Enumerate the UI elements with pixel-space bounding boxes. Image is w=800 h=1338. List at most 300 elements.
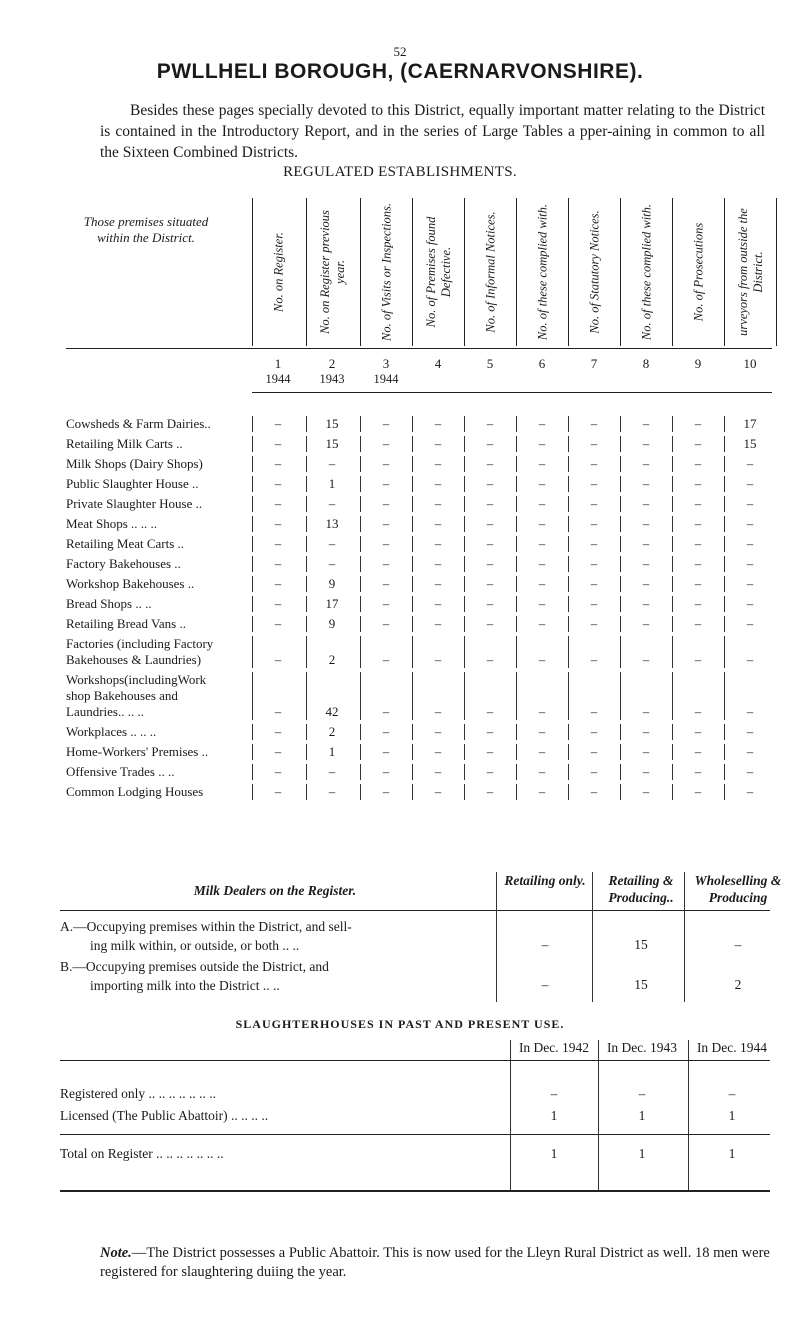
table-cell: –	[538, 556, 546, 571]
table-cell: –	[274, 596, 282, 611]
table-cell: –	[274, 416, 282, 431]
cell-separator	[724, 724, 725, 740]
table-cell: –	[590, 436, 598, 451]
table-cell: –	[538, 516, 546, 531]
cell-separator	[306, 436, 307, 452]
cell-separator	[724, 784, 725, 800]
cell-separator	[620, 456, 621, 472]
column-number-7: 7	[590, 356, 598, 371]
cell-separator	[412, 616, 413, 632]
cell-separator	[360, 536, 361, 552]
intro-paragraph	[100, 100, 765, 163]
cell-separator	[464, 476, 465, 492]
slaughter-total-rule	[60, 1134, 770, 1135]
cell-separator	[516, 596, 517, 612]
cell-separator	[672, 556, 673, 572]
table-row	[66, 744, 796, 764]
cell-separator	[620, 636, 621, 668]
row-label: Factories (including Factory	[66, 636, 214, 651]
column-header-8	[620, 198, 673, 346]
table-cell: –	[538, 704, 546, 719]
header-rule	[66, 348, 252, 349]
cell-separator	[464, 456, 465, 472]
table-cell: 15	[325, 436, 339, 451]
cell-separator	[672, 724, 673, 740]
page-title: PWLLHELI BOROUGH, (CAERNARVONSHIRE).	[156, 60, 644, 83]
table-cell: –	[274, 704, 282, 719]
table-cell: –	[382, 576, 390, 591]
table-cell: –	[486, 516, 494, 531]
milk-col-retailing-producing: Retailing & Producing..	[608, 873, 674, 905]
cell-separator	[724, 764, 725, 780]
table-cell: –	[434, 416, 442, 431]
column-header-9	[672, 198, 725, 346]
table-cell: –	[590, 704, 598, 719]
cell-separator	[672, 616, 673, 632]
cell-separator	[412, 496, 413, 512]
table-cell: –	[538, 476, 546, 491]
cell-separator	[568, 516, 569, 532]
table-cell: –	[538, 784, 546, 799]
cell-separator	[412, 764, 413, 780]
column-header-6	[516, 198, 569, 346]
table-cell: –	[434, 784, 442, 799]
table-cell: 9	[328, 616, 336, 631]
cell-separator	[306, 724, 307, 740]
note	[100, 1244, 770, 1282]
slaughter-col-separator	[688, 1040, 689, 1190]
table-cell: –	[746, 784, 754, 799]
table-cell: –	[746, 556, 754, 571]
table-cell: –	[590, 764, 598, 779]
cell-separator	[306, 616, 307, 632]
cell-separator	[360, 724, 361, 740]
table-cell: 15	[743, 436, 757, 451]
row-label: Workplaces .. .. ..	[66, 724, 157, 739]
column-label-2: No. on Register previous year.	[318, 210, 347, 334]
cell-separator	[568, 416, 569, 432]
table-cell: –	[642, 744, 650, 759]
row-label: Bakehouses & Laundries)	[66, 652, 202, 667]
table-cell: –	[538, 652, 546, 667]
table-cell: –	[274, 652, 282, 667]
table-cell: –	[694, 764, 702, 779]
table-cell: –	[590, 476, 598, 491]
cell-separator	[568, 596, 569, 612]
slaughter-value: 1	[728, 1146, 736, 1161]
cell-separator	[464, 764, 465, 780]
intro-text: Besides these pages specially devoted to this District, equally important matter relating to the District is contained in the Introductory Report, and in the series of Large Tables a pper-aining in common to all the Sixteen Combined Districts.	[100, 102, 765, 161]
table-cell: –	[642, 764, 650, 779]
cell-separator	[672, 536, 673, 552]
table-cell: –	[274, 556, 282, 571]
table-cell: –	[590, 496, 598, 511]
table-cell: –	[486, 616, 494, 631]
column-number-3: 3	[382, 356, 390, 371]
cell-separator	[516, 744, 517, 760]
table-cell: –	[746, 596, 754, 611]
cell-separator	[568, 636, 569, 668]
table-cell: –	[746, 764, 754, 779]
column-border-right	[776, 198, 777, 346]
cell-separator	[252, 672, 253, 720]
regulated-heading: REGULATED ESTABLISHMENTS.	[283, 164, 517, 180]
cell-separator	[360, 744, 361, 760]
table-cell: –	[434, 576, 442, 591]
table-cell: –	[486, 724, 494, 739]
table-cell: –	[486, 556, 494, 571]
table-cell: –	[642, 496, 650, 511]
table-cell: –	[694, 616, 702, 631]
cell-separator	[252, 764, 253, 780]
row-label: Home-Workers' Premises ..	[66, 744, 209, 759]
table-cell: –	[434, 516, 442, 531]
table-cell: –	[274, 744, 282, 759]
table-cell: –	[328, 456, 336, 471]
table-cell: –	[590, 744, 598, 759]
table-cell: –	[642, 516, 650, 531]
table-cell: –	[382, 784, 390, 799]
cell-separator	[568, 496, 569, 512]
cell-separator	[360, 436, 361, 452]
milk-col-separator	[592, 872, 593, 1002]
milk-row-label: importing milk into the District .. ..	[90, 978, 280, 993]
table-cell: –	[694, 516, 702, 531]
table-row	[66, 416, 796, 436]
slaughterhouses-heading: SLAUGHTERHOUSES IN PAST AND PRESENT USE.	[235, 1017, 565, 1031]
table-cell: –	[434, 536, 442, 551]
table-row	[66, 456, 796, 476]
table-cell: –	[694, 576, 702, 591]
cell-separator	[306, 536, 307, 552]
cell-separator	[620, 672, 621, 720]
table-cell: –	[486, 744, 494, 759]
cell-separator	[516, 476, 517, 492]
table-cell: –	[328, 496, 336, 511]
cell-separator	[412, 672, 413, 720]
cell-separator	[672, 436, 673, 452]
table-cell: –	[694, 556, 702, 571]
column-header-5	[464, 198, 517, 346]
table-cell: –	[274, 784, 282, 799]
table-cell: 13	[325, 516, 339, 531]
cell-separator	[516, 784, 517, 800]
year-rule	[252, 392, 772, 393]
table-cell: –	[382, 456, 390, 471]
column-number-10: 10	[743, 356, 757, 371]
table-cell: –	[538, 436, 546, 451]
cell-separator	[620, 476, 621, 492]
table-cell: –	[382, 416, 390, 431]
cell-separator	[464, 724, 465, 740]
table-cell: –	[328, 764, 336, 779]
row-label: Retailing Bread Vans ..	[66, 616, 186, 631]
table-cell: –	[434, 652, 442, 667]
cell-separator	[516, 456, 517, 472]
column-label-7: No. of Statutory Notices.	[587, 210, 602, 334]
row-label: Retailing Milk Carts ..	[66, 436, 183, 451]
cell-separator	[360, 416, 361, 432]
slaughter-value: 1	[638, 1146, 646, 1161]
cell-separator	[464, 596, 465, 612]
slaughter-value: –	[550, 1086, 558, 1101]
table-cell: –	[486, 576, 494, 591]
column-header-4	[412, 198, 465, 346]
cell-separator	[412, 784, 413, 800]
table-cell: –	[538, 596, 546, 611]
table-cell: –	[328, 536, 336, 551]
cell-separator	[360, 672, 361, 720]
cell-separator	[672, 764, 673, 780]
cell-separator	[252, 784, 253, 800]
table-cell: –	[486, 652, 494, 667]
table-cell: –	[694, 704, 702, 719]
table-row	[66, 556, 796, 576]
slaughter-value: –	[728, 1086, 736, 1101]
cell-separator	[252, 416, 253, 432]
row-label: Workshops(includingWork	[66, 672, 207, 687]
row-label: shop Bakehouses and	[66, 688, 178, 703]
cell-separator	[672, 744, 673, 760]
cell-separator	[620, 596, 621, 612]
cell-separator	[672, 672, 673, 720]
table-cell: –	[274, 516, 282, 531]
table-cell: –	[590, 596, 598, 611]
milk-value: 15	[634, 937, 648, 952]
table-cell: –	[694, 456, 702, 471]
column-year-3: 1944	[373, 372, 399, 386]
slaughter-row-label: Registered only .. .. .. .. .. .. ..	[60, 1086, 216, 1101]
row-header: Those premises situated within the District.	[83, 214, 209, 245]
milk-value: –	[541, 977, 549, 992]
table-row	[66, 724, 796, 744]
table-cell: –	[382, 536, 390, 551]
milk-row-label: B.—Occupying premises outside the District, and	[60, 959, 329, 974]
table-cell: 42	[325, 704, 339, 719]
table-cell: 2	[328, 724, 336, 739]
column-label-10: urveyors from outside the District.	[736, 208, 765, 336]
table-cell: –	[590, 516, 598, 531]
table-cell: –	[746, 704, 754, 719]
table-cell: –	[382, 596, 390, 611]
column-label-5: No. of Informal Notices.	[483, 211, 498, 333]
cell-separator	[620, 764, 621, 780]
cell-separator	[724, 636, 725, 668]
row-label: Milk Shops (Dairy Shops)	[66, 456, 203, 471]
cell-separator	[464, 744, 465, 760]
table-cell: –	[486, 536, 494, 551]
cell-separator	[516, 636, 517, 668]
cell-separator	[568, 764, 569, 780]
table-cell: –	[434, 476, 442, 491]
table-cell: –	[538, 616, 546, 631]
cell-separator	[360, 556, 361, 572]
cell-separator	[724, 576, 725, 592]
table-cell: –	[328, 556, 336, 571]
table-cell: –	[746, 536, 754, 551]
cell-separator	[620, 744, 621, 760]
table-cell: –	[642, 556, 650, 571]
table-cell: –	[694, 416, 702, 431]
table-row	[66, 436, 796, 456]
table-cell: –	[382, 476, 390, 491]
table-cell: –	[590, 536, 598, 551]
row-label: Retailing Meat Carts ..	[66, 536, 185, 551]
table-row	[66, 496, 796, 516]
cell-separator	[306, 416, 307, 432]
table-cell: –	[590, 616, 598, 631]
table-cell: 2	[328, 652, 336, 667]
table-cell: –	[486, 436, 494, 451]
cell-separator	[568, 456, 569, 472]
table-cell: –	[694, 744, 702, 759]
milk-row-label: ing milk within, or outside, or both .. ..	[90, 938, 300, 953]
cell-separator	[360, 496, 361, 512]
table-cell: –	[434, 744, 442, 759]
table-cell: 1	[328, 476, 336, 491]
cell-separator	[672, 596, 673, 612]
cell-separator	[568, 556, 569, 572]
cell-separator	[724, 476, 725, 492]
cell-separator	[412, 416, 413, 432]
table-cell: –	[642, 596, 650, 611]
milk-header-rule	[60, 910, 770, 911]
cell-separator	[724, 596, 725, 612]
table-cell: –	[274, 764, 282, 779]
cell-separator	[252, 556, 253, 572]
cell-separator	[306, 672, 307, 720]
row-label: Bread Shops .. ..	[66, 596, 152, 611]
milk-value: 15	[634, 977, 648, 992]
milk-col-wholeselling: Wholeselling & Producing	[694, 873, 782, 905]
milk-value: –	[541, 937, 549, 952]
column-year-1: 1944	[265, 372, 291, 386]
cell-separator	[516, 724, 517, 740]
cell-separator	[360, 456, 361, 472]
table-cell: –	[434, 596, 442, 611]
cell-separator	[568, 784, 569, 800]
table-cell: –	[434, 616, 442, 631]
column-header-3	[360, 198, 413, 346]
cell-separator	[672, 636, 673, 668]
cell-separator	[306, 744, 307, 760]
table-row	[66, 576, 796, 596]
cell-separator	[620, 616, 621, 632]
page-number: 52	[393, 44, 407, 59]
row-label: Public Slaughter House ..	[66, 476, 199, 491]
table-cell: –	[434, 496, 442, 511]
cell-separator	[252, 576, 253, 592]
cell-separator	[412, 516, 413, 532]
table-cell: –	[746, 616, 754, 631]
table-cell: –	[486, 784, 494, 799]
cell-separator	[464, 496, 465, 512]
cell-separator	[412, 476, 413, 492]
cell-separator	[360, 616, 361, 632]
cell-separator	[568, 672, 569, 720]
table-row	[66, 516, 796, 536]
table-row	[66, 764, 796, 784]
cell-separator	[620, 436, 621, 452]
table-cell: –	[642, 616, 650, 631]
slaughter-col-2: In Dec. 1943	[606, 1040, 678, 1055]
slaughter-value: 1	[728, 1108, 736, 1123]
cell-separator	[724, 616, 725, 632]
slaughter-header-rule	[60, 1060, 770, 1061]
milk-header-label: Milk Dealers on the Register.	[193, 883, 357, 898]
cell-separator	[412, 636, 413, 668]
table-cell: –	[486, 764, 494, 779]
table-cell: –	[538, 764, 546, 779]
cell-separator	[252, 456, 253, 472]
column-label-3: No. of Visits or Inspections.	[379, 203, 394, 341]
table-cell: –	[328, 784, 336, 799]
table-cell: –	[538, 576, 546, 591]
table-cell: –	[746, 724, 754, 739]
cell-separator	[724, 456, 725, 472]
table-row	[66, 784, 796, 804]
table-cell: 9	[328, 576, 336, 591]
cell-separator	[306, 576, 307, 592]
cell-separator	[672, 784, 673, 800]
cell-separator	[464, 672, 465, 720]
table-cell: –	[694, 476, 702, 491]
column-number-2: 2	[328, 356, 336, 371]
table-cell: –	[274, 724, 282, 739]
table-cell: –	[274, 496, 282, 511]
slaughter-value: 1	[550, 1108, 558, 1123]
table-row	[66, 672, 796, 724]
cell-separator	[620, 516, 621, 532]
table-cell: –	[538, 416, 546, 431]
cell-separator	[412, 576, 413, 592]
cell-separator	[672, 456, 673, 472]
milk-row-label: A.—Occupying premises within the District, and sell-	[60, 919, 352, 934]
column-number-1: 1	[274, 356, 282, 371]
cell-separator	[360, 476, 361, 492]
table-cell: –	[746, 496, 754, 511]
cell-separator	[252, 516, 253, 532]
table-cell: –	[642, 456, 650, 471]
cell-separator	[516, 536, 517, 552]
row-label: Workshop Bakehouses ..	[66, 576, 195, 591]
table-cell: –	[590, 724, 598, 739]
table-cell: –	[590, 416, 598, 431]
table-cell: –	[694, 496, 702, 511]
table-cell: –	[694, 652, 702, 667]
table-cell: –	[746, 456, 754, 471]
table-cell: –	[642, 576, 650, 591]
table-cell: –	[382, 744, 390, 759]
table-row	[66, 616, 796, 636]
column-label-8: No. of these complied with.	[639, 203, 654, 341]
cell-separator	[464, 416, 465, 432]
slaughter-value: 1	[550, 1146, 558, 1161]
table-cell: –	[382, 724, 390, 739]
slaughter-col-3: In Dec. 1944	[696, 1040, 768, 1055]
cell-separator	[724, 436, 725, 452]
table-cell: 15	[325, 416, 339, 431]
table-row	[66, 636, 796, 672]
row-label: Cowsheds & Farm Dairies..	[66, 416, 211, 431]
cell-separator	[516, 496, 517, 512]
column-header-10	[724, 198, 777, 346]
slaughter-col-1: In Dec. 1942	[518, 1040, 590, 1055]
cell-separator	[464, 436, 465, 452]
cell-separator	[306, 784, 307, 800]
row-label: Common Lodging Houses	[66, 784, 204, 799]
table-cell: –	[486, 496, 494, 511]
